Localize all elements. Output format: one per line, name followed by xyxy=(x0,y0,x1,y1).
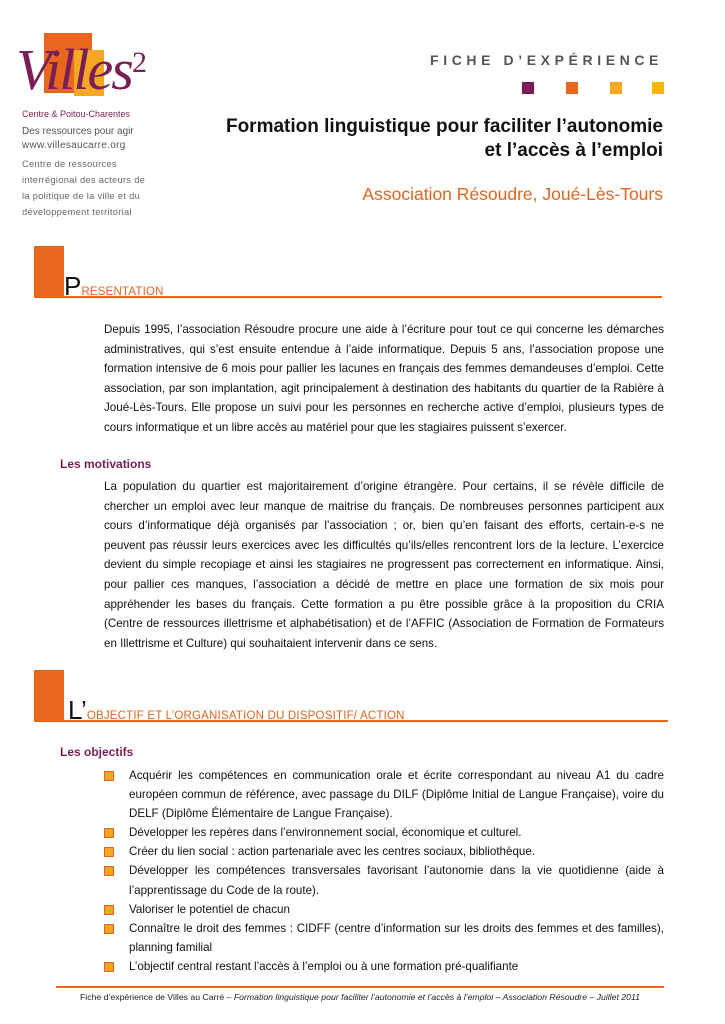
section-heading-objectif xyxy=(68,695,405,726)
section-marker-presentation xyxy=(34,246,64,298)
footer-italic: Formation linguistique pour faciliter l’autonomie et l’accès à l’emploi – Association Résoudre – Juillet 2011 xyxy=(233,992,640,1002)
list-item xyxy=(104,919,664,957)
motivations-heading: Les motivations xyxy=(60,457,152,471)
title-line-2: et l’accès à l’emploi xyxy=(484,140,663,161)
objectifs-list xyxy=(104,766,664,976)
square-bullet-icon xyxy=(104,847,114,857)
footer-prefix: Fiche d’expérience de Villes au Carré – xyxy=(79,992,234,1002)
title-line-1: Formation linguistique pour faciliter l’autonomie xyxy=(225,116,663,137)
list-item xyxy=(104,957,664,976)
footer-divider xyxy=(56,986,664,988)
list-item-text: Créer du lien social : action partenariale avec les centres sociaux, bibliothèque. xyxy=(129,845,536,859)
header-square-purple xyxy=(522,82,534,94)
section-title-rest: OBJECTIF ET L’ORGANISATION DU DISPOSITIF/ ACTION xyxy=(86,710,405,722)
list-item-text: Connaître le droit des femmes : CIDFF (centre d’information sur les droits des femmes et des familles), planning familial xyxy=(129,921,664,954)
list-item-text: Développer les repères dans l’environnement social, économique et culturel. xyxy=(129,826,522,840)
logo-region: Centre & Poitou-Charentes xyxy=(22,109,131,119)
villes-au-carre-logo xyxy=(14,18,147,233)
header-square-yellow xyxy=(652,82,664,94)
header-square-orange xyxy=(566,82,578,94)
logo-description: Centre de ressources interrégional des acteurs de la politique de la ville et du développement territorial xyxy=(22,159,146,217)
list-item xyxy=(104,900,664,919)
logo-tagline: Des ressources pour agir xyxy=(22,126,134,137)
fiche-label: FICHE D’EXPÉRIENCE xyxy=(430,52,663,68)
square-bullet-icon xyxy=(104,924,114,934)
logo-word: Villes xyxy=(16,37,132,102)
list-item-text: Valoriser le potentiel de chacun xyxy=(129,902,290,916)
section-heading-presentation xyxy=(64,271,164,302)
square-bullet-icon xyxy=(104,771,114,781)
logo-url: www.villesaucarre.org xyxy=(22,140,126,151)
square-bullet-icon xyxy=(104,828,114,838)
presentation-paragraph: Depuis 1995, l’association Résoudre procure une aide à l’écriture pour tout ce qui concerne les démarches administratives, qui s’est ensuite entendue à l’aide informatique. Depuis 5 ans, l’association propose une formation intensive de 6 mois pour pallier les lacunes en français des femmes demandeuses d’emploi. Cette association, par son implantation, agit principalement à destination des habitants du quartier de la Rabière à Joué-Lès-Tours. Elle propose un suivi pour les personnes en recherche active d’emploi, plusieurs types de cours informatique et un libre accès au matériel pour que les stagiaires puissent s’exercer. xyxy=(104,323,664,434)
logo-superscript: 2 xyxy=(132,46,147,79)
section-title-rest: RESENTATION xyxy=(81,286,164,298)
list-item-text: L’objectif central restant l’accès à l’emploi ou à une formation pré-qualifiante xyxy=(129,959,519,973)
section-marker-objectif xyxy=(34,670,64,722)
list-item xyxy=(104,823,664,842)
list-item-text: Acquérir les compétences en communication orale et écrite correspondant au niveau A1 du cadre européen commun de référence, avec passage du DILF (Diplôme Initial de Langue Française), voire du DELF (Diplôme Élémentaire de Langue Française). xyxy=(129,769,664,821)
list-item xyxy=(104,842,664,861)
square-bullet-icon xyxy=(104,905,114,915)
square-bullet-icon xyxy=(104,866,114,876)
document-title xyxy=(223,115,663,163)
list-item xyxy=(104,766,664,823)
header-square-amber xyxy=(610,82,622,94)
motivations-paragraph: La population du quartier est majoritairement d’origine étrangère. Pour certains, il se révèle difficile de chercher un emploi avec leur manque de maitrise du français. De nombreuses personnes participent aux cours d’informatique déjà organisés par l’association ; or, bien qu’en faisant des efforts, certain-e-s ne peuvent pas réussir leurs exercices avec les difficultés qu’ils/elles rencontrent lors de la lecture. L’exercice devient du simple recopiage et ainsi les stagiaires ne progressent pas correctement en informatique. Ainsi, pour pallier ces manques, l’association a décidé de mettre en place une formation de six mois pour appréhender les bases du français. Cette formation a pu être possible grâce à la proposition du CRIA (Centre de ressources illettrisme et alphabétisation) et de l’AFFIC (Association de Formation de Formateurs en Illettrisme et Culture) qui souhaitaient intervenir dans ce sens. xyxy=(104,480,664,650)
section-initial: L’ xyxy=(68,695,87,725)
page-footer xyxy=(56,992,664,1002)
square-bullet-icon xyxy=(104,962,114,972)
section-initial: P xyxy=(64,271,82,301)
association-name: Association Résoudre, Joué-Lès-Tours xyxy=(362,184,663,204)
list-item xyxy=(104,861,664,899)
objectifs-heading: Les objectifs xyxy=(60,745,134,759)
list-item-text: Développer les compétences transversales favorisant l’autonomie dans la vie quotidienne (aide à l’apprentissage du Code de la route). xyxy=(129,864,664,897)
